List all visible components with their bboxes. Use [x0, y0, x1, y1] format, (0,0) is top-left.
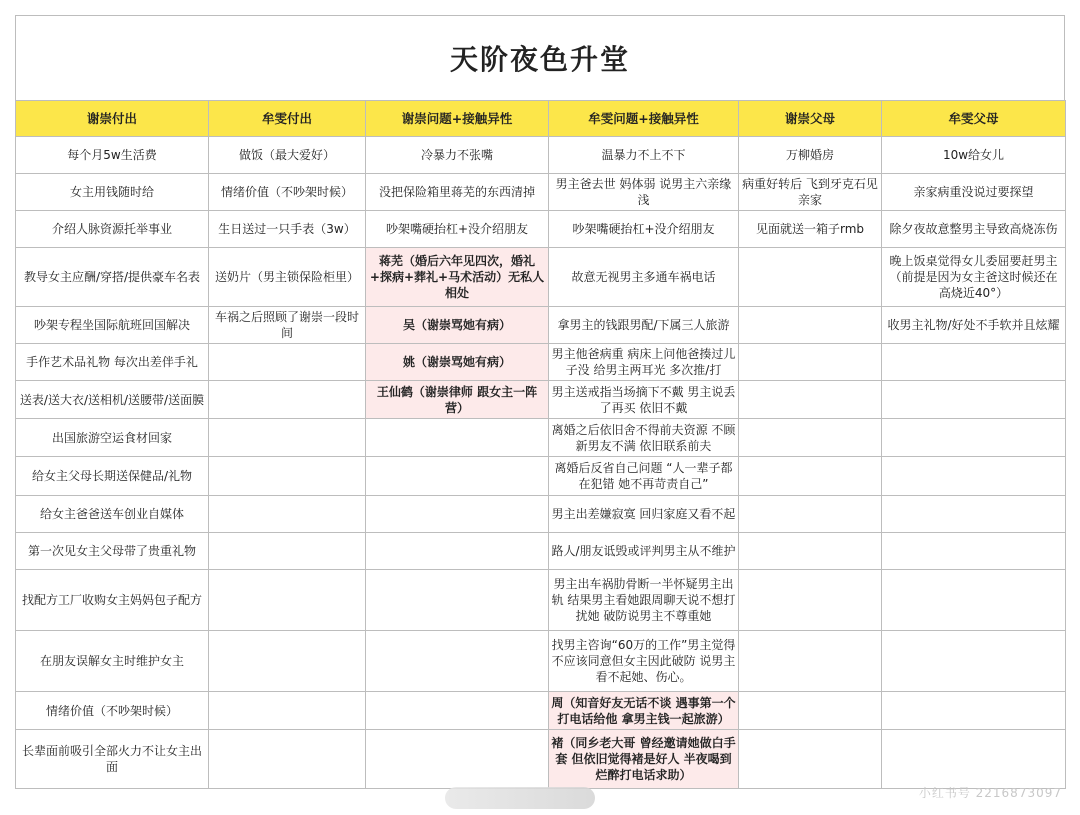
column-header: 谢崇父母: [739, 101, 882, 137]
table-row: [16, 344, 1066, 381]
table-cell: [882, 730, 1066, 789]
table-cell: 男主他爸病重 病床上问他爸揍过儿子没 给男主两耳光 多次推/打: [549, 344, 739, 381]
table-cell: [209, 730, 366, 789]
table-cell: [209, 533, 366, 570]
table-cell: 找配方工厂收购女主妈妈包子配方: [16, 570, 209, 631]
table-cell: [739, 631, 882, 692]
title-bar: [15, 15, 1065, 100]
header-row: [16, 101, 1066, 137]
table-cell: [366, 570, 549, 631]
table-row: [16, 307, 1066, 344]
table-cell: [739, 457, 882, 496]
table-cell: 病重好转后 飞到牙克石见亲家: [739, 174, 882, 211]
column-header: 谢崇问题+接触异性: [366, 101, 549, 137]
table-cell: 除夕夜故意整男主导致高烧冻伤: [882, 211, 1066, 248]
sheet: [15, 15, 1065, 805]
table-row: [16, 137, 1066, 174]
table-cell: 男主出差嫌寂寞 回归家庭又看不起: [549, 496, 739, 533]
column-header: 牟雯父母: [882, 101, 1066, 137]
table-cell: 每个月5w生活费: [16, 137, 209, 174]
table-cell: 女主用钱随时给: [16, 174, 209, 211]
table-cell: 男主爸去世 妈体弱 说男主六亲缘浅: [549, 174, 739, 211]
table-row: [16, 631, 1066, 692]
table-cell: [209, 381, 366, 419]
table-cell: [366, 533, 549, 570]
table-cell: 姚（谢崇骂她有病）: [366, 344, 549, 381]
table-cell: 送表/送大衣/送相机/送腰带/送面膜: [16, 381, 209, 419]
table-cell: [882, 692, 1066, 730]
watermark: 小红书号 2216873097: [918, 786, 1062, 800]
table-cell: [366, 692, 549, 730]
table-row: [16, 496, 1066, 533]
table-cell: 教导女主应酬/穿搭/提供豪车名表: [16, 248, 209, 307]
table-cell: 做饭（最大爱好）: [209, 137, 366, 174]
page-title: 天阶夜色升堂: [449, 43, 630, 76]
table-cell: 没把保险箱里蒋芜的东西清掉: [366, 174, 549, 211]
table-cell: 给女主父母长期送保健品/礼物: [16, 457, 209, 496]
table-cell: [366, 419, 549, 457]
table-cell: [739, 730, 882, 789]
table-row: [16, 174, 1066, 211]
redaction-mark: [445, 787, 595, 809]
table-cell: [209, 692, 366, 730]
table-row: [16, 570, 1066, 631]
table-row: [16, 248, 1066, 307]
table-cell: [882, 419, 1066, 457]
table-cell: [739, 248, 882, 307]
table-cell: [882, 496, 1066, 533]
table-cell: [366, 457, 549, 496]
column-header: 牟雯付出: [209, 101, 366, 137]
table-cell: [882, 344, 1066, 381]
table-cell: [739, 692, 882, 730]
table-cell: 吵架嘴硬抬杠+没介绍朋友: [366, 211, 549, 248]
table-cell: 送奶片（男主锁保险柜里）: [209, 248, 366, 307]
table-row: [16, 419, 1066, 457]
table-cell: 褚（同乡老大哥 曾经邀请她做白手套 但依旧觉得褚是好人 半夜喝到烂醉打电话求助）: [549, 730, 739, 789]
table-cell: [739, 533, 882, 570]
column-header: 谢崇付出: [16, 101, 209, 137]
table-cell: [209, 457, 366, 496]
table-cell: [209, 496, 366, 533]
table-cell: 吵架嘴硬抬杠+没介绍朋友: [549, 211, 739, 248]
table-cell: 离婚之后依旧舍不得前夫资源 不顾新男友不满 依旧联系前夫: [549, 419, 739, 457]
table-cell: 给女主爸爸送车创业自媒体: [16, 496, 209, 533]
table-cell: [739, 496, 882, 533]
table-cell: [739, 381, 882, 419]
table-cell: [882, 570, 1066, 631]
table-cell: 万柳婚房: [739, 137, 882, 174]
table-row: [16, 381, 1066, 419]
table-row: [16, 457, 1066, 496]
table-cell: 找男主咨询“60万的工作”男主觉得不应该同意但女主因此破防 说男主看不起她、伤心。: [549, 631, 739, 692]
table-body: [16, 137, 1066, 789]
table-cell: 男主出车祸肋骨断一半怀疑男主出轨 结果男主看她跟周聊天说不想打扰她 破防说男主不尊重她: [549, 570, 739, 631]
table-cell: 吵架专程坐国际航班回国解决: [16, 307, 209, 344]
table-cell: [882, 533, 1066, 570]
table-cell: [366, 730, 549, 789]
table-cell: [209, 419, 366, 457]
table-cell: 手作艺术品礼物 每次出差伴手礼: [16, 344, 209, 381]
table-cell: 路人/朋友诋毁或评判男主从不维护: [549, 533, 739, 570]
table-cell: 见面就送一箱子rmb: [739, 211, 882, 248]
table-cell: 王仙鹤（谢崇律师 跟女主一阵营）: [366, 381, 549, 419]
table-cell: 在朋友误解女主时维护女主: [16, 631, 209, 692]
table-cell: 男主送戒指当场摘下不戴 男主说丢了再买 依旧不戴: [549, 381, 739, 419]
table-cell: 情绪价值（不吵架时候）: [16, 692, 209, 730]
table-cell: 情绪价值（不吵架时候）: [209, 174, 366, 211]
table-cell: 离婚后反省自己问题 “人一辈子都在犯错 她不再苛责自己”: [549, 457, 739, 496]
table-cell: 长辈面前吸引全部火力不让女主出面: [16, 730, 209, 789]
table-cell: [739, 419, 882, 457]
table-cell: [209, 631, 366, 692]
table-cell: [739, 307, 882, 344]
table-row: [16, 211, 1066, 248]
table-cell: 10w给女儿: [882, 137, 1066, 174]
table-cell: 晚上饭桌觉得女儿委屈要赶男主（前提是因为女主爸这时候还在高烧近40°）: [882, 248, 1066, 307]
table-cell: [882, 381, 1066, 419]
table-cell: 介绍人脉资源托举事业: [16, 211, 209, 248]
table-cell: [882, 631, 1066, 692]
table-cell: 故意无视男主多通车祸电话: [549, 248, 739, 307]
table-cell: [366, 496, 549, 533]
table-row: [16, 533, 1066, 570]
table-cell: 亲家病重没说过要探望: [882, 174, 1066, 211]
table-cell: [366, 631, 549, 692]
table-row: [16, 730, 1066, 789]
table-cell: [209, 344, 366, 381]
table-cell: [882, 457, 1066, 496]
table-cell: [739, 344, 882, 381]
table-cell: 蒋芜（婚后六年见四次，婚礼+探病+葬礼+马术活动）无私人相处: [366, 248, 549, 307]
table-cell: [739, 570, 882, 631]
table-cell: 拿男主的钱跟男配/下属三人旅游: [549, 307, 739, 344]
table-cell: 周（知音好友无话不谈 遇事第一个打电话给他 拿男主钱一起旅游）: [549, 692, 739, 730]
table-cell: 冷暴力不张嘴: [366, 137, 549, 174]
table-cell: 出国旅游空运食材回家: [16, 419, 209, 457]
comparison-table: [15, 100, 1066, 789]
table-cell: 吴（谢崇骂她有病）: [366, 307, 549, 344]
table-row: [16, 692, 1066, 730]
table-cell: 生日送过一只手表（3w）: [209, 211, 366, 248]
table-cell: [209, 570, 366, 631]
column-header: 牟雯问题+接触异性: [549, 101, 739, 137]
table-cell: 温暴力不上不下: [549, 137, 739, 174]
table-cell: 车祸之后照顾了谢崇一段时间: [209, 307, 366, 344]
table-cell: 收男主礼物/好处不手软并且炫耀: [882, 307, 1066, 344]
table-cell: 第一次见女主父母带了贵重礼物: [16, 533, 209, 570]
